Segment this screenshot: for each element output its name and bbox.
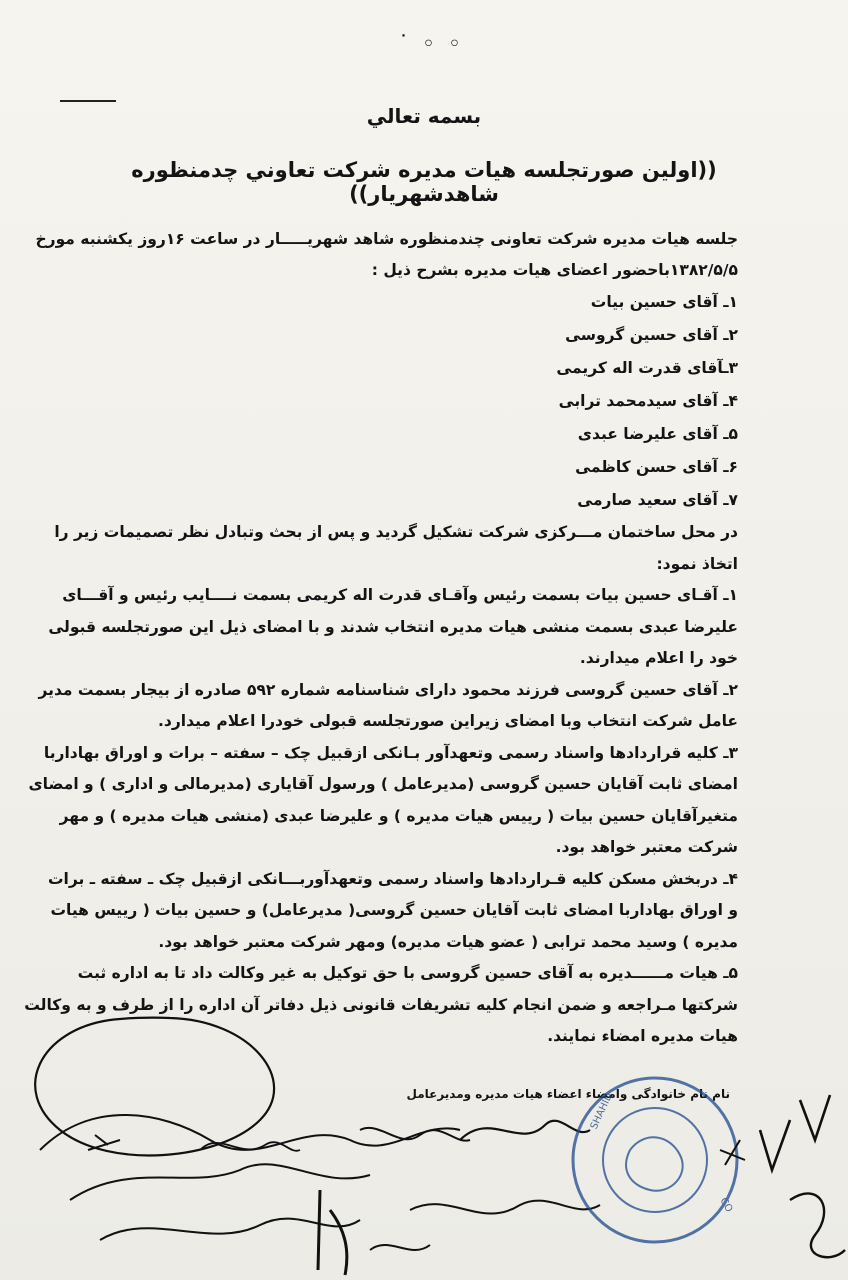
signature-scribble (760, 1095, 830, 1170)
invocation-heading: بسمه تعالي (366, 104, 482, 128)
seal-lettering: CO (717, 1196, 735, 1215)
signature-stroke (318, 1190, 347, 1275)
signature-scribble (410, 1201, 600, 1214)
intro-line: ۱۳۸۲/۵/۵باحضور اعضای هیات مدیره بشرح ذیل : (371, 261, 738, 279)
resolution-line: شرکت معتبر خواهد بود. (555, 838, 738, 856)
resolution-line: علیرضا عبدی بسمت منشی هیات مدیره انتخاب شدند و با امضای ذیل این صورتجلسه قبولی (48, 617, 738, 636)
resolution-line: ۲ـ آقای حسین گروسی فرزند محمود دارای شناسنامه شماره ۵۹۲ صادره از بیجار بسمت مدیر (38, 680, 738, 699)
resolution-line: هیات مدیره امضاء نمایند. (547, 1027, 738, 1045)
signature-scribble (460, 1121, 590, 1140)
resolution-line: متغیرآقایان حسین بیات ( رییس هیات مدیره ) و علیرضا عبدی (منشی هیات مدیره ) و مهر (59, 806, 738, 825)
member-item: ۱ـ آقای حسین بیات (590, 293, 738, 311)
corner-handwritten-mark (60, 70, 116, 102)
seal-lettering: SHAHID (588, 1091, 616, 1132)
resolution-line: عامل شرکت انتخاب وبا امضای زیراین صورتجلسه قبولی خودرا اعلام میدارد. (158, 712, 738, 730)
signature-scribble (70, 1164, 370, 1200)
member-item: ۵ـ آقای علیرضا عبدی (577, 425, 738, 443)
top-punch-marks: ˙ ◦ ◦ (398, 32, 464, 57)
member-item: ۴ـ آقای سیدمحمد ترابی (558, 392, 738, 410)
member-item: ۲ـ آقای حسین گروسی (565, 326, 738, 344)
resolution-line: شرکتها مـراجعه و ضمن انجام کلیه تشریفات قانونی ذیل دفاتر آن اداره را از طرف و به وکالت (24, 995, 738, 1014)
member-item: ۶ـ آقای حسن کاظمی (575, 458, 738, 476)
signature-scribble (790, 1193, 845, 1257)
resolution-line: مدیره ) وسید محمد ترابی ( عضو هیات مدیره) ومهر شرکت معتبر خواهد بود. (158, 932, 738, 951)
resolution-line: و اوراق بهاداربا امضای ثابت آقایان حسین گروسی( مدیرعامل) و حسین بیات ( رییس هیات (50, 901, 738, 919)
document-title: ((اولین صورتجلسه هیات مدیره شرکت تعاوني چدمنظوره شاهدشهریار)) (131, 158, 717, 206)
body-line: در محل ساختمان مـــرکزی شرکت تشکیل گردید و پس از بحث وتبادل نظر تصمیمات زیر را (54, 523, 738, 541)
resolution-line: ۱ـ آقـای حسین بیات بسمت رئیس وآقـای قدرت اله کریمی بسمت نــــایب رئیس و آقـــای (62, 586, 738, 604)
body-line: اتخاذ نمود: (656, 554, 738, 573)
member-item: ۷ـ آقای سعید صارمی (577, 491, 738, 509)
resolution-line: ۳ـ کلیه قراردادها واسناد رسمی وتعهدآور بـانکی ازقبیل چک – سفته – برات و اوراق بهاداربا (43, 743, 738, 762)
signature-scribble (370, 1245, 430, 1250)
signature-stroke (720, 1140, 745, 1165)
resolution-line: ۴ـ دربخش مسکن کلیه قـراردادها واسناد رسمی وتعهدآوربـــانکی ازقبیل چک ـ سفته ـ برات (47, 869, 738, 888)
resolution-line: ۵ـ هیات مــــــدیره به آقای حسین گروسی با حق توکیل به غیر وکالت داد تا به اداره ثبت (77, 964, 738, 982)
resolution-line: خود را اعلام میدارند. (579, 649, 738, 667)
resolution-line: امضای ثابت آقایان حسین گروسی (مدیرعامل ) ورسول آقایاری (مدیرمالی و اداری ) و امضای (28, 775, 738, 793)
company-seal (573, 1078, 737, 1242)
intro-line: جلسه هیات مدیره شرکت تعاونی چندمنظوره شاهد شهریـــــار در ساعت ۱۶روز یکشنبه مورخ (35, 230, 738, 248)
member-item: ۳ـآقای قدرت اله کریمی (556, 359, 738, 377)
signature-caption: نام نام خانوادگی وامضاء اعضاء هیات مدیره ومدیرعامل (406, 1087, 730, 1101)
signature-scribble (100, 1219, 360, 1240)
signature-oval (35, 1018, 274, 1156)
signatures-area (0, 1000, 848, 1280)
minutes-body (24, 224, 738, 1053)
signature-stroke (88, 1135, 120, 1150)
